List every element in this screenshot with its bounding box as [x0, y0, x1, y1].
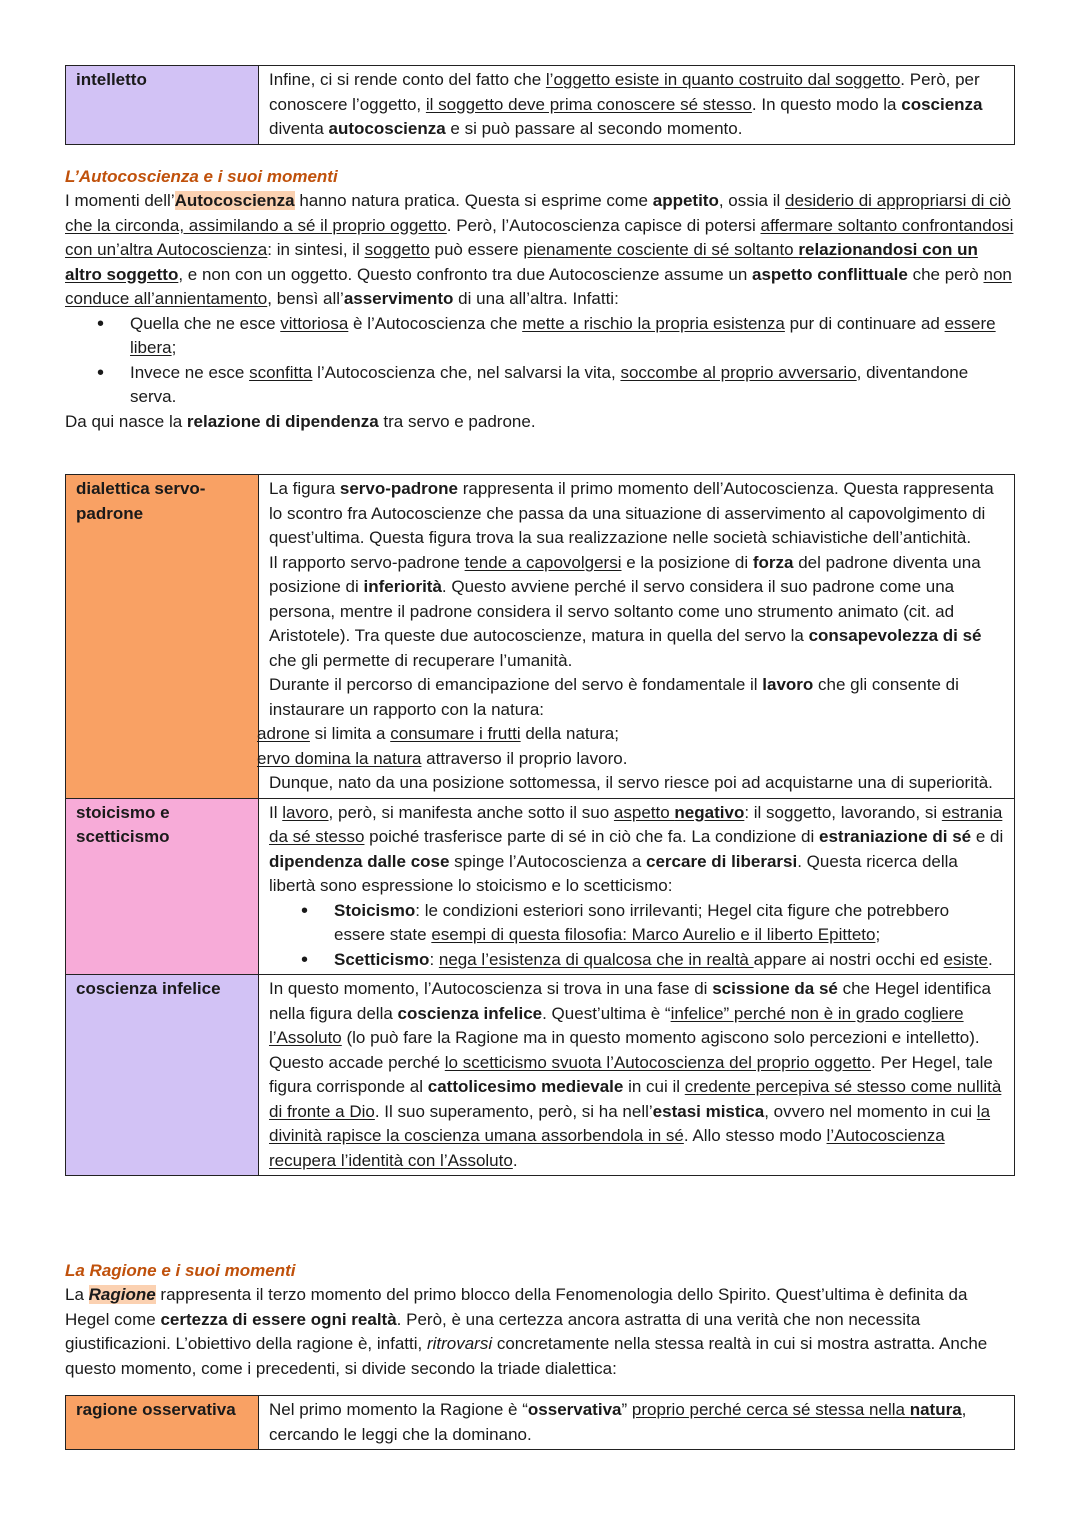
- bullet-list: [65, 312, 1015, 410]
- section-heading: L’Autocoscienza e i suoi momenti: [65, 167, 338, 186]
- intelletto-table: [65, 65, 1015, 145]
- row-label: stoicismo e scetticismo: [66, 798, 259, 975]
- table-row: [66, 798, 1015, 975]
- section-heading: La Ragione e i suoi momenti: [65, 1261, 296, 1280]
- table-row: [66, 1396, 1015, 1450]
- list-item: • Stoicismo: le condizioni esteriori sono irrilevanti; Hegel cita figure che potrebbero essere state esempi di questa filosofia: Marco Aurelio e il liberto Epitteto;: [334, 899, 1004, 948]
- row-text: Nel primo momento la Ragione è “osservativa” proprio perché cerca sé stessa nella natura, cercando le leggi che la dominano.: [259, 1396, 1015, 1450]
- row-label: intelletto: [66, 66, 259, 145]
- paragraph: I momenti dell’Autocoscienza hanno natura pratica. Questa si esprime come appetito, ossia il desiderio di appropriarsi di ciò che la circonda, assimilando a sé il proprio oggetto. Però, l’Autocoscienza capisce di potersi affermare soltanto confrontandosi con un’altra Autocoscienza: in sintesi, il soggetto può essere pienamente cosciente di sé soltanto relazionandosi con un altro soggetto, e non con un oggetto. Questo confronto tra due Autocoscienze assume un aspetto conflittuale che però non conduce all’annientamento, bensì all’asservimento di una all’altra. Infatti:: [65, 191, 1014, 308]
- list-item: • Quella che ne esce vittoriosa è l’Autocoscienza che mette a rischio la propria esistenza pur di continuare ad essere libera;: [130, 312, 1015, 361]
- row-label: coscienza infelice: [66, 975, 259, 1176]
- section-ragione: [65, 1259, 1015, 1381]
- row-label: ragione osservativa: [66, 1396, 259, 1450]
- row-text: Infine, ci si rende conto del fatto che l’oggetto esiste in quanto costruito dal soggetto. Però, per conoscere l’oggetto, il soggetto deve prima conoscere sé stesso. In questo modo la coscienza diventa autocoscienza e si può passare al secondo momento.: [259, 66, 1015, 145]
- table-row: [66, 475, 1015, 799]
- section-autocoscienza: [65, 165, 1015, 434]
- list-item: • Invece ne esce sconfitta l’Autocoscienza che, nel salvarsi la vita, soccombe al proprio avversario, diventandone serva.: [130, 361, 1015, 410]
- bullet-list: [269, 899, 1004, 973]
- paragraph: Da qui nasce la relazione di dipendenza tra servo e padrone.: [65, 411, 536, 431]
- paragraph: La Ragione rappresenta il terzo momento del primo blocco della Fenomenologia dello Spirito. Quest’ultima è definita da Hegel come certezza di essere ogni realtà. Però, è una certezza ancora astratta di una verità che non necessita giustificazioni. L’obiettivo della ragione è, infatti, ritrovarsi concretamente nella stessa realtà in cui si mostra astratta. Anche questo momento, come i precedenti, si divide secondo la triade dialettica:: [65, 1285, 988, 1378]
- ragione-table: [65, 1395, 1015, 1450]
- row-text: Il lavoro, però, si manifesta anche sotto il suo aspetto negativo: il soggetto, lavorando, si estrania da sé stesso poiché trasferisce parte di sé in ciò che fa. La condizione di estraniazione di sé e di dipendenza dalle cose spinge l’Autocoscienza a cercare di liberarsi. Questa ricerca della libertà sono espressione lo stoicismo e lo scetticismo: • Stoicismo: le condizioni esteriori sono irrilevanti; Hegel cita figure che potrebbero essere state esempi di questa filosofia: Marco Aurelio e il liberto Epitteto; • Scetticismo: nega l’esistenza di qualcosa che in realtà appare ai nostri occhi ed esiste.: [259, 798, 1015, 975]
- row-text: In questo momento, l’Autocoscienza si trova in una fase di scissione da sé che Hegel identifica nella figura della coscienza infelice. Quest’ultima è “infelice” perché non è in grado cogliere l’Assoluto (lo può fare la Ragione ma in questo momento agiscono solo percezioni e intelletto). Questo accade perché lo scetticismo svuota l’Autocoscienza del proprio oggetto. Per Hegel, tale figura corrisponde al cattolicesimo medievale in cui il credente percepiva sé stesso come nullità di fronte a Dio. Il suo superamento, però, si ha nell’estasi mistica, ovvero nel momento in cui la divinità rapisce la coscienza umana assorbendola in sé. Allo stesso modo l’Autocoscienza recupera l’identità con l’Assoluto.: [259, 975, 1015, 1176]
- table-row: [66, 975, 1015, 1176]
- row-label: dialettica servo-padrone: [66, 475, 259, 799]
- list-item: • Scetticismo: nega l’esistenza di qualcosa che in realtà appare ai nostri occhi ed esiste.: [334, 948, 1004, 973]
- autocoscienza-table: [65, 474, 1015, 1176]
- table-row: [66, 66, 1015, 145]
- row-text: La figura servo-padrone rappresenta il primo momento dell’Autocoscienza. Questa rappresenta lo scontro fra Autocoscienze che passa da una situazione di asservimento al capovolgimento di quest’ultima. Questa figura trova la sua realizzazione nelle società schiavistiche dell’antichità. Il rapporto servo-padrone tende a capovolgersi e la posizione di forza del padrone diventa una posizione di inferiorità. Questo avviene perché il servo considera il suo padrone come una persona, mentre il padrone considera il servo soltanto come uno strumento animato (cit. ad Aristotele). Tra queste due autocoscienze, matura in quella del servo la consapevolezza di sé che gli permette di recuperare l’umanità. Durante il percorso di emancipazione del servo è fondamentale il lavoro che gli consente di instaurare un rapporto con la natura: adrone si limita a consumare i frutti della natura; ervo domina la natura attraverso il proprio lavoro. Dunque, nato da una posizione sottomessa, il servo riesce poi ad acquistarne una di superiorità.: [259, 475, 1015, 799]
